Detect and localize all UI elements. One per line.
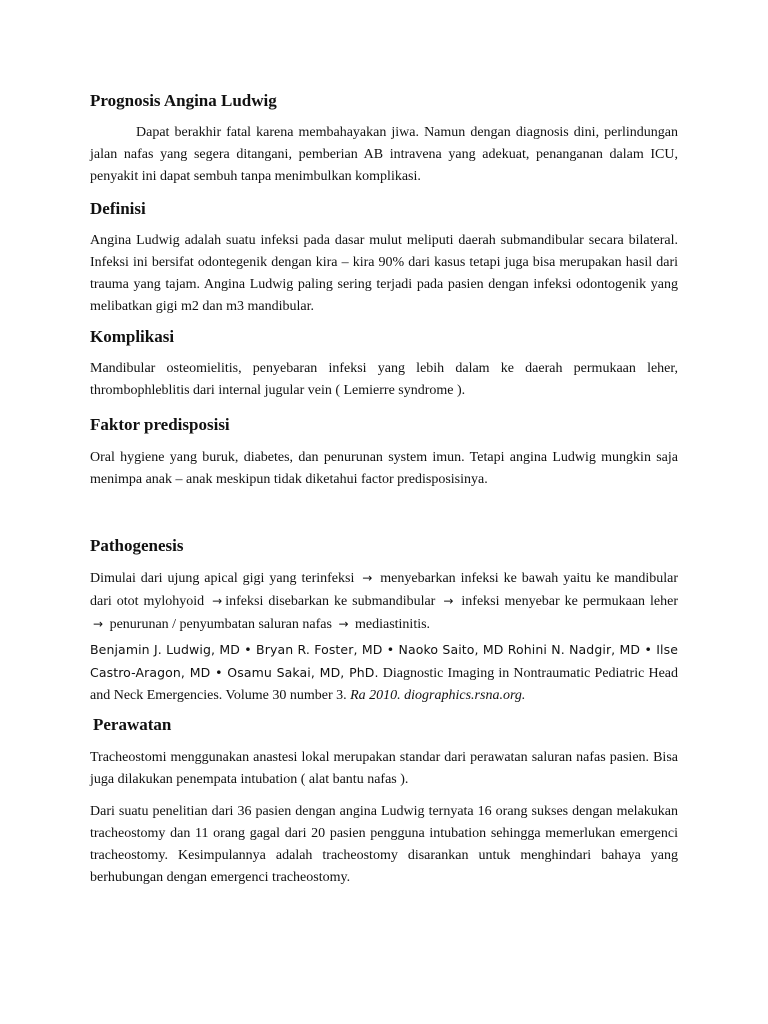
patho-part-4: infeksi menyebar ke permukaan leher <box>461 594 679 609</box>
citation <box>90 639 678 707</box>
heading-komplikasi: Komplikasi <box>90 327 175 346</box>
heading-prognosis: Prognosis Angina Ludwig <box>90 91 277 110</box>
arrow-right-icon: → <box>93 617 104 631</box>
paragraph-perawatan-2: Dari suatu penelitian dari 36 pasien dengan angina Ludwig ternyata 16 orang sukses dengan melakukan tracheostomy dan 11 orang gagal dari 20 pasien pengguna intubation sehingga memerlukan emergenci tracheostomy. Kesimpulannya adalah tracheostomy disarankan untuk menghindari bahaya yang berhubungan dengan emergenci tracheostomy. <box>90 804 678 885</box>
heading-perawatan: Perawatan <box>93 715 172 734</box>
patho-part-3: infeksi disebarkan ke submandibular <box>225 594 436 609</box>
patho-part-1: Dimulai dari ujung apical gigi yang terinfeksi <box>90 571 355 586</box>
arrow-right-icon: → <box>212 594 223 608</box>
paragraph-komplikasi: Mandibular osteomielitis, penyebaran infeksi yang lebih dalam ke daerah permukaan leher, thrombophleblitis dari internal jugular vein ( Lemierre syndrome ). <box>90 361 678 398</box>
patho-part-5: penurunan / penyumbatan saluran nafas <box>109 617 332 632</box>
heading-pathogenesis: Pathogenesis <box>90 536 184 555</box>
heading-faktor-predisposisi: Faktor predisposisi <box>90 415 230 434</box>
paragraph-definisi: Angina Ludwig adalah suatu infeksi pada dasar mulut meliputi daerah submandibular secara bilateral. Infeksi ini bersifat odontegenik dengan kira – kira 90% dari kasus tetapi juga bisa merupakan hasil dari trauma yang tajam. Angina Ludwig paling sering terjadi pada pasien dengan infeksi odontogenik yang melibatkan gigi m2 dan m3 mandibular. <box>90 233 678 314</box>
paragraph-faktor-predisposisi: Oral hygiene yang buruk, diabetes, dan penurunan system imun. Tetapi angina Ludwig mungkin saja menimpa anak – anak meskipun tidak diketahui factor predisposisinya. <box>90 450 678 487</box>
paragraph-perawatan-1: Tracheostomi menggunakan anastesi lokal merupakan standar dari perawatan saluran nafas pasien. Bisa juga dilakukan penempata intubation ( alat bantu nafas ). <box>90 750 678 787</box>
citation-title: Diagnostic Imaging in Nontraumatic Pediatric Head and Neck Emergencies. Volume 30 number 3. <box>90 666 678 703</box>
paragraph-pathogenesis <box>90 567 678 636</box>
arrow-right-icon: → <box>338 617 349 631</box>
patho-part-2: menyebarkan infeksi ke bawah yaitu ke mandibular dari otot mylohyoid <box>90 571 678 609</box>
heading-definisi: Definisi <box>90 199 146 218</box>
citation-source: Ra 2010. diographics.rsna.org. <box>350 688 526 703</box>
paragraph-prognosis: Dapat berakhir fatal karena membahayakan jiwa. Namun dengan diagnosis dini, perlindungan jalan nafas yang segera ditangani, pemberian AB intravena yang adekuat, penanganan dalam ICU, penyakit ini dapat sembuh tanpa menimbulkan komplikasi. <box>90 125 678 184</box>
arrow-right-icon: → <box>362 571 373 585</box>
citation-authors: Benjamin J. Ludwig, MD • Bryan R. Foster, MD • Naoko Saito, MD Rohini N. Nadgir, MD • Ilse Castro-Aragon, MD • Osamu Sakai, MD, PhD. <box>90 642 678 680</box>
arrow-right-icon: → <box>443 594 454 608</box>
patho-part-6: mediastinitis. <box>355 617 431 632</box>
